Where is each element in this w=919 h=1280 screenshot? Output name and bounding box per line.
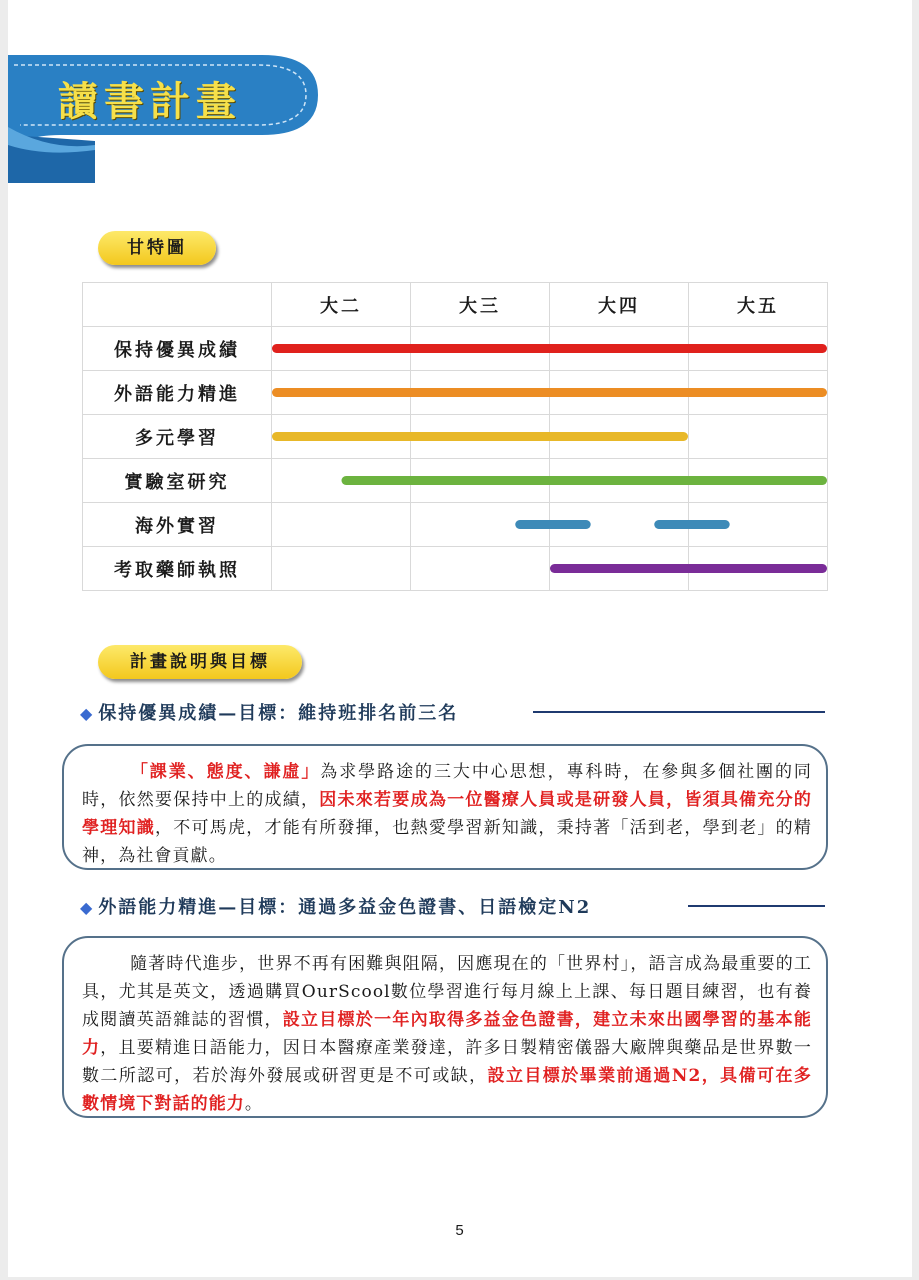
- gantt-corner-cell: [83, 283, 272, 327]
- body-text: 。: [244, 1094, 264, 1114]
- highlight-text: 因未來若要成為一位醫療人員或是研發人員，皆須具備充分的學理知識: [82, 790, 812, 838]
- gantt-row: [83, 503, 828, 547]
- highlight-text: 設立目標於畢業前通過N2，具備可在多數情境下對話的能力: [82, 1066, 812, 1114]
- highlight-text: 設立目標於一年內取得多益金色證書，建立未來出國學習的基本能力: [82, 1010, 812, 1058]
- gantt-row: [83, 547, 828, 591]
- gantt-year: 大四: [550, 283, 689, 327]
- gantt-task-label: 海外實習: [83, 503, 272, 547]
- gantt-task-label: 考取藥師執照: [83, 547, 272, 591]
- gantt-label: 甘特圖: [98, 231, 216, 265]
- gantt-task-label: 多元學習: [83, 415, 272, 459]
- diamond-icon: ◆: [80, 704, 95, 723]
- gantt-row: [83, 371, 828, 415]
- gantt-year: 大五: [689, 283, 828, 327]
- gantt-row: [83, 415, 828, 459]
- gantt-task-label: 保持優異成績: [83, 327, 272, 371]
- body-text: 為求學路途的三大中心思想，專科時，在參與多個社團的同時，依然要保持中上的成績，: [82, 762, 813, 810]
- gantt-header-row: [83, 283, 828, 327]
- gantt-row: [83, 459, 828, 503]
- section-heading-2: [80, 893, 591, 919]
- heading-rule: [533, 711, 825, 713]
- heading-rule: [688, 905, 825, 907]
- highlight-text: 「課業、態度、謙虛」: [130, 762, 321, 782]
- section2-text-box: [62, 936, 828, 1118]
- gantt-task-label: 外語能力精進: [83, 371, 272, 415]
- diamond-icon: ◆: [80, 898, 95, 917]
- gantt-year: 大二: [272, 283, 411, 327]
- section1-text-box: [62, 744, 828, 870]
- page-title: 讀書計畫: [58, 78, 242, 125]
- section-heading-text: 外語能力精進—目標：通過多益金色證書、日語檢定N2: [98, 897, 592, 918]
- gantt-year: 大三: [411, 283, 550, 327]
- body-text: 隨著時代進步，世界不再有困難與阻隔，因應現在的「世界村」，語言成為最重要的工具，尤其是英文，透過購買OurScool數位學習進行每月線上上課、每日題目練習，也有養成閱讀英語雜誌的習慣，: [82, 954, 812, 1030]
- gantt-row: [83, 327, 828, 371]
- plan-label: 計畫說明與目標: [98, 645, 302, 679]
- gantt-table: [82, 282, 828, 591]
- section-heading-text: 保持優異成績—目標：維持班排名前三名: [98, 703, 459, 724]
- gantt-task-label: 實驗室研究: [83, 459, 272, 503]
- section-heading-1: [80, 699, 458, 725]
- body-text: ，且要精進日語能力，因日本醫療產業發達，許多日製精密儀器大廠牌與藥品是世界數一數二所認可，若於海外發展或研習更是不可或缺，: [82, 1038, 812, 1086]
- body-text: ，不可馬虎，才能有所發揮，也熱愛學習新知識，秉持著「活到老，學到老」的精神，為社會貢獻。: [82, 818, 812, 866]
- page-number: 5: [455, 1222, 464, 1239]
